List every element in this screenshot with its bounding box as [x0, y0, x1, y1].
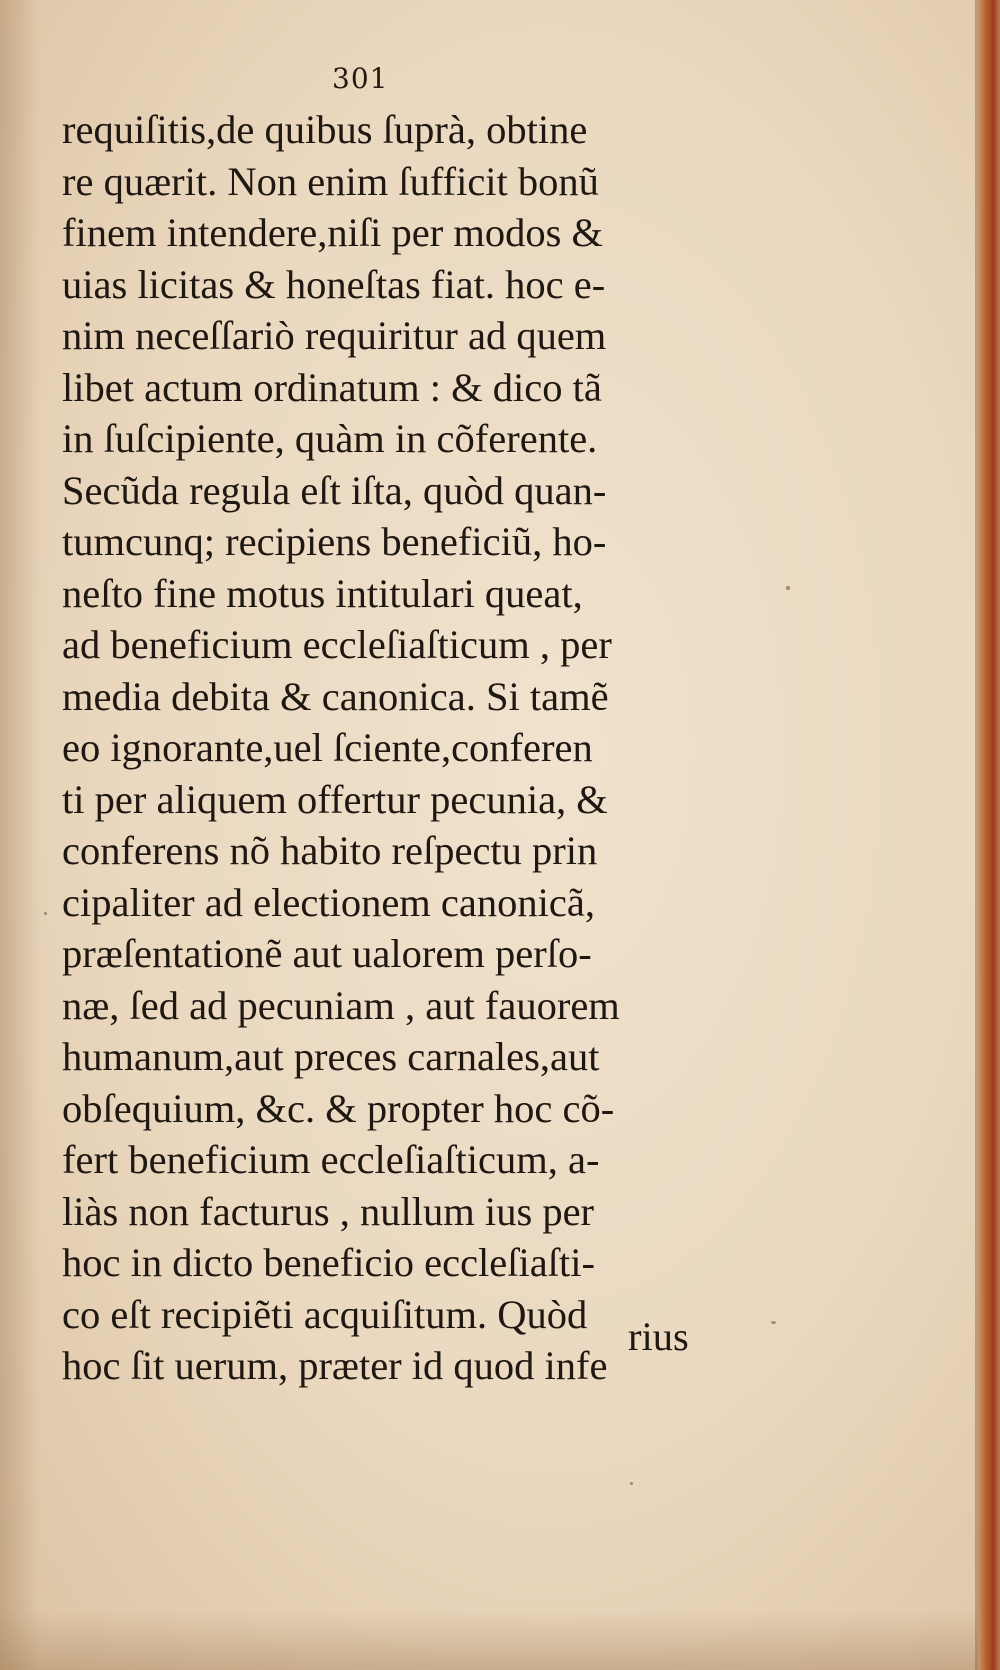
text-line: cipaliter ad electionem canonicã,	[62, 879, 595, 925]
page-number: 301	[332, 62, 389, 95]
text-line: obſequium, &c. & propter hoc cõ-	[62, 1085, 615, 1131]
paper-speck	[786, 586, 790, 590]
text-line: tumcunq; recipiens beneficiũ, ho-	[62, 519, 607, 564]
text-line: nim neceſſariò requiritur ad quem	[62, 313, 607, 358]
body-text	[62, 104, 742, 1392]
paper-speck	[630, 1482, 633, 1485]
text-line: fert beneficium eccleſiaſticum, a-	[62, 1137, 600, 1182]
text-line: requiſitis,de quibus ſuprà, obtine	[62, 107, 588, 152]
text-line: neſto fine motus intitulari queat,	[62, 570, 583, 616]
text-line: eo ignorante,uel ſciente,conferen	[62, 725, 593, 770]
fore-edge-red	[978, 0, 1000, 1670]
text-line: præſentationẽ aut ualorem perſo-	[62, 931, 592, 976]
page-bottom-shadow	[0, 1610, 1000, 1670]
text-line: hoc in dicto beneficio eccleſiaſti-	[62, 1240, 596, 1285]
text-line: uias licitas & honeſtas fiat. hoc e-	[62, 261, 606, 307]
text-line: næ, ſed ad pecuniam , aut fauorem	[62, 982, 620, 1028]
text-line: hoc ſit uerum, præter id quod infe	[62, 1343, 608, 1388]
paper-speck	[771, 1321, 776, 1324]
text-line: re quærit. Non enim ſufficit bonũ	[62, 158, 599, 204]
text-line: humanum,aut preces carnales,aut	[62, 1034, 600, 1079]
text-line: media debita & canonica. Si tamẽ	[62, 673, 609, 719]
paper-speck	[44, 912, 47, 915]
text-line: in ſuſcipiente, quàm in cõferente.	[62, 416, 598, 461]
catchword: rius	[628, 1314, 689, 1359]
page-left-shadow	[0, 0, 40, 1670]
text-line: conferens nõ habito reſpectu prin	[62, 828, 598, 873]
text-line: co eſt recipiẽti acquiſitum. Quòd	[62, 1291, 588, 1337]
text-line: finem intendere,niſi per modos &	[62, 210, 603, 255]
text-line: ti per aliquem offertur pecunia, &	[62, 776, 608, 822]
text-line: Secũda regula eſt iſta, quòd quan-	[62, 467, 607, 513]
text-line: ad beneficium eccleſiaſticum , per	[62, 622, 612, 667]
text-line: libet actum ordinatum : & dico tã	[62, 364, 602, 410]
text-line: liàs non facturus , nullum ius per	[62, 1188, 595, 1234]
